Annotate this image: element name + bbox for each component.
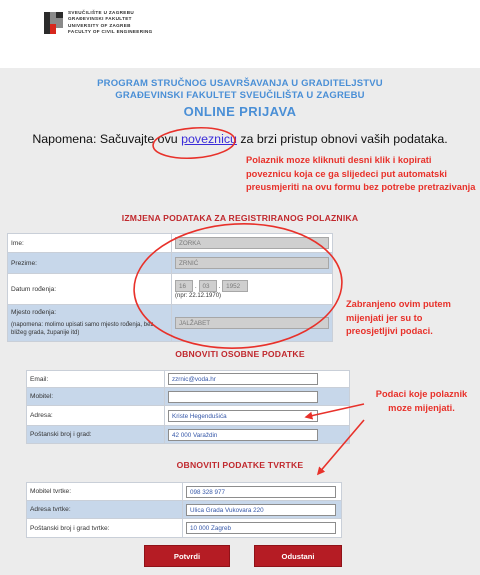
- annotation-bookmark: Polaznik moze kliknuti desni klik i kopirati poveznicu koja ce ga slijedeci put automatski preusmjeriti na ovu formu bez potrebe pretrazivanja: [246, 155, 476, 192]
- company-address-input[interactable]: Ulica Grada Vukovara 220: [186, 504, 336, 516]
- annotation-locked-data: Zabranjeno ovim putem mijenjati jer su to preosjetljivi podaci.: [346, 299, 451, 336]
- univ-line: FACULTY OF CIVIL ENGINEERING: [68, 28, 153, 34]
- section-title-company: OBNOVITI PODATKE TVRTKE: [176, 460, 304, 470]
- company-mobile-input[interactable]: 098 328 977: [186, 486, 336, 498]
- univ-line: SVEUČILIŠTE U ZAGREBU: [68, 10, 135, 15]
- prezime-input[interactable]: ZRNIĆ: [175, 257, 329, 269]
- table-row: [27, 371, 350, 388]
- program-title: [0, 78, 480, 120]
- table-row: [27, 519, 342, 538]
- table-row: [8, 305, 333, 342]
- table-row: [8, 274, 333, 305]
- date-separator: .: [218, 282, 221, 290]
- ime-input[interactable]: ZORKA: [175, 237, 329, 249]
- faculty-logo: [44, 12, 63, 34]
- program-line-2: GRAĐEVINSKI FAKULTET SVEUČILIŠTA U ZAGREBU: [115, 90, 365, 101]
- prezime-label: Prezime:: [8, 253, 172, 274]
- mobitel-input[interactable]: [168, 391, 318, 403]
- confirm-button[interactable]: Potvrdi: [144, 545, 230, 567]
- company-address-label: Adresa tvrtke:: [27, 501, 183, 519]
- header-band: [0, 0, 480, 68]
- posta-input[interactable]: 42 000 Varaždin: [168, 429, 318, 441]
- table-row: [27, 501, 342, 519]
- company-post-input[interactable]: 10 000 Zagreb: [186, 522, 336, 534]
- adresa-input[interactable]: Kriste Hegendušića: [168, 410, 318, 422]
- personal-data-table: [26, 370, 350, 444]
- university-name: [68, 10, 153, 35]
- birth-day-input[interactable]: 16: [175, 280, 193, 292]
- table-row: [8, 253, 333, 274]
- program-line-1: PROGRAM STRUČNOG USAVRŠAVANJA U GRADITELJSTVU: [97, 78, 383, 89]
- registered-participant-table: [7, 233, 333, 342]
- email-input[interactable]: zzrnic@voda.hr: [168, 373, 318, 385]
- bookmark-link[interactable]: poveznicu: [181, 132, 237, 146]
- date-hint: (npr: 22.12.1970): [175, 293, 222, 299]
- table-row: [27, 388, 350, 406]
- univ-line: GRAĐEVINSKI FAKULTET: [68, 16, 132, 22]
- ime-label: Ime:: [8, 234, 172, 253]
- table-row: [27, 406, 350, 426]
- univ-line: UNIVERSITY OF ZAGREB: [68, 22, 131, 28]
- cancel-button[interactable]: Odustani: [254, 545, 342, 567]
- table-row: [27, 483, 342, 501]
- mjesto-input[interactable]: JALŽABET: [175, 317, 329, 329]
- posta-label: Poštanski broj i grad:: [27, 426, 165, 444]
- datum-label: Datum rođenja:: [8, 274, 172, 305]
- birth-year-input[interactable]: 1952: [222, 280, 248, 292]
- table-row: [27, 426, 350, 444]
- mjesto-hint: (napomena: molimo upisati samo mjesto rođenja, bez bližeg grada, županije itd): [11, 322, 154, 336]
- note-text-before: Napomena: Sačuvajte ovu: [32, 132, 182, 146]
- page-title: ONLINE PRIJAVA: [183, 104, 297, 119]
- adresa-label: Adresa:: [27, 406, 165, 426]
- table-row: [8, 234, 333, 253]
- company-post-label: Poštanski broj i grad tvrtke:: [27, 519, 183, 538]
- birth-month-input[interactable]: 03: [199, 280, 217, 292]
- date-separator: .: [194, 282, 197, 290]
- email-label: Email:: [27, 371, 165, 388]
- annotation-editable-data: Podaci koje polaznik moze mijenjati.: [375, 389, 468, 413]
- note-text-after: za brzi pristup obnovi vaših podataka.: [236, 132, 448, 146]
- company-data-table: [26, 482, 342, 538]
- section-title-registered: IZMJENA PODATAKA ZA REGISTRIRANOG POLAZNIKA: [121, 213, 359, 223]
- mobitel-label: Mobitel:: [27, 388, 165, 406]
- mjesto-label: Mjesto rođenja:: [11, 308, 57, 316]
- bookmark-note: [0, 132, 480, 146]
- company-mobile-label: Mobitel tvrtke:: [27, 483, 183, 501]
- section-title-personal: OBNOVITI OSOBNE PODATKE: [175, 349, 305, 359]
